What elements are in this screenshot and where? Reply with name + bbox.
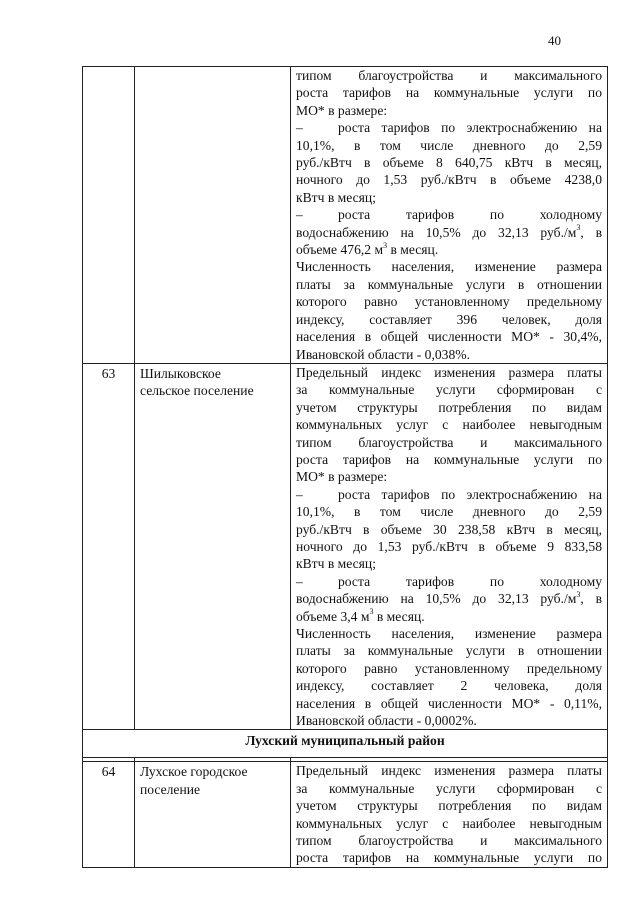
text-line: платы за коммунальные услуги в отношении [296, 643, 602, 659]
text-line: роста тарифов на коммунальные услуги по [296, 451, 602, 467]
settlement-name-cell [135, 67, 291, 364]
text-line: Ивановской области - 0,038%. [296, 346, 470, 362]
text-line: МО* в размере: [296, 469, 388, 485]
text-line: Численность населения, изменение размера [296, 259, 602, 275]
text-line: роста тарифов на коммунальные услуги по [296, 850, 602, 866]
dash-bullet: – [296, 573, 303, 589]
text-line: 10,1%, в том числе дневного до 2,59 [296, 504, 602, 520]
row-number-cell: 63 [83, 363, 135, 730]
dash-bullet: – [296, 207, 303, 223]
superscript: 3 [576, 589, 581, 599]
district-heading: Лухский муниципальный район [83, 730, 608, 758]
table-row [83, 762, 608, 867]
text-line: кВтч в месяц; [296, 556, 376, 572]
text-fragment: водоснабжению на 10,5% до 32,13 руб./м [296, 224, 577, 240]
text-line: коммунальных услуг с наиболее невыгодным [296, 417, 602, 433]
text-line: Предельный индекс изменения размера платы [296, 763, 602, 779]
text-line: Предельный индекс изменения размера платы [296, 364, 602, 380]
table-row [83, 730, 608, 758]
text-line: роста тарифов по электроснабжению на [338, 486, 602, 502]
text-line: типом благоустройства и максимального [296, 434, 602, 450]
text-line [296, 608, 602, 625]
superscript: 3 [576, 223, 581, 233]
text-fragment: , в [580, 591, 603, 607]
settlement-name-cell [135, 363, 291, 730]
text-line: 10,1%, в том числе дневного до 2,59 [296, 137, 602, 153]
text-line: за коммунальные услуги сформирован с [296, 382, 602, 398]
text-line: ночного до 1,53 руб./кВтч в объеме 9 833,58 [296, 538, 602, 554]
text-line: учетом структуры потребления по видам [296, 798, 602, 814]
row-number-cell: 64 [83, 762, 135, 867]
settlement-name-line: сельское поселение [140, 383, 254, 399]
description-cell [291, 363, 608, 730]
text-line [296, 241, 602, 258]
text-line: руб./кВтч в объеме 30 238,58 кВтч в месяц, [296, 521, 602, 537]
text-line: населения в общей численности МО* - 0,11%, [296, 695, 602, 711]
text-fragment: водоснабжению на 10,5% до 32,13 руб./м [296, 591, 577, 607]
text-line: роста тарифов по электроснабжению на [338, 120, 602, 136]
superscript: 3 [369, 607, 374, 617]
text-line: МО* в размере: [296, 102, 388, 118]
settlement-name-line: Лухское городское [140, 764, 248, 780]
text-line: ночного до 1,53 руб./кВтч в объеме 4238,0 [296, 172, 602, 188]
text-fragment: в месяц. [373, 608, 425, 624]
text-fragment: , в [580, 224, 603, 240]
description-cell [291, 67, 608, 364]
settlement-name-line: поселение [140, 781, 201, 797]
bullet-line [296, 206, 602, 223]
text-line [296, 590, 602, 607]
bullet-line [296, 119, 602, 136]
text-line: платы за коммунальные услуги в отношении [296, 276, 602, 292]
text-line: руб./кВтч в объеме 8 640,75 кВтч в месяц, [296, 155, 602, 171]
text-line: за коммунальные услуги сформирован с [296, 780, 602, 796]
text-line: Численность населения, изменение размера [296, 626, 602, 641]
superscript: 3 [383, 240, 388, 250]
description-cell [291, 762, 608, 867]
text-fragment: объеме 3,4 м [296, 608, 370, 624]
tariff-table [82, 66, 608, 868]
text-line: индексу, составляет 396 человек, доля [296, 311, 602, 327]
text-line: учетом структуры потребления по видам [296, 399, 602, 415]
settlement-name-line: Шилыковское [140, 365, 221, 381]
text-line: роста тарифов по холодному [338, 573, 602, 589]
text-fragment: в месяц. [387, 242, 439, 258]
text-line: типом благоустройства и максимального [296, 68, 602, 83]
text-line: роста тарифов на коммунальные услуги по [296, 85, 602, 101]
text-fragment: объеме 476,2 м [296, 242, 384, 258]
bullet-line [296, 486, 602, 503]
dash-bullet: – [296, 120, 303, 136]
table-row [83, 363, 608, 730]
text-line: типом благоустройства и максимального [296, 833, 602, 849]
text-line [296, 224, 602, 241]
text-line: коммунальных услуг с наиболее невыгодным [296, 815, 602, 831]
text-line: населения в общей численности МО* - 30,4%, [296, 329, 602, 345]
table-row [83, 67, 608, 364]
row-number-cell [83, 67, 135, 364]
page-number: 40 [548, 33, 561, 48]
text-line: Ивановской области - 0,0002%. [296, 713, 477, 729]
bullet-line [296, 573, 602, 590]
text-line: кВтч в месяц; [296, 189, 376, 205]
settlement-name-cell [135, 762, 291, 867]
text-line: роста тарифов по холодному [338, 207, 602, 223]
text-line: которого равно установленному предельному [296, 294, 602, 310]
text-line: индексу, составляет 2 человека, доля [296, 678, 602, 694]
text-line: которого равно установленному предельному [296, 660, 602, 676]
dash-bullet: – [296, 486, 303, 502]
